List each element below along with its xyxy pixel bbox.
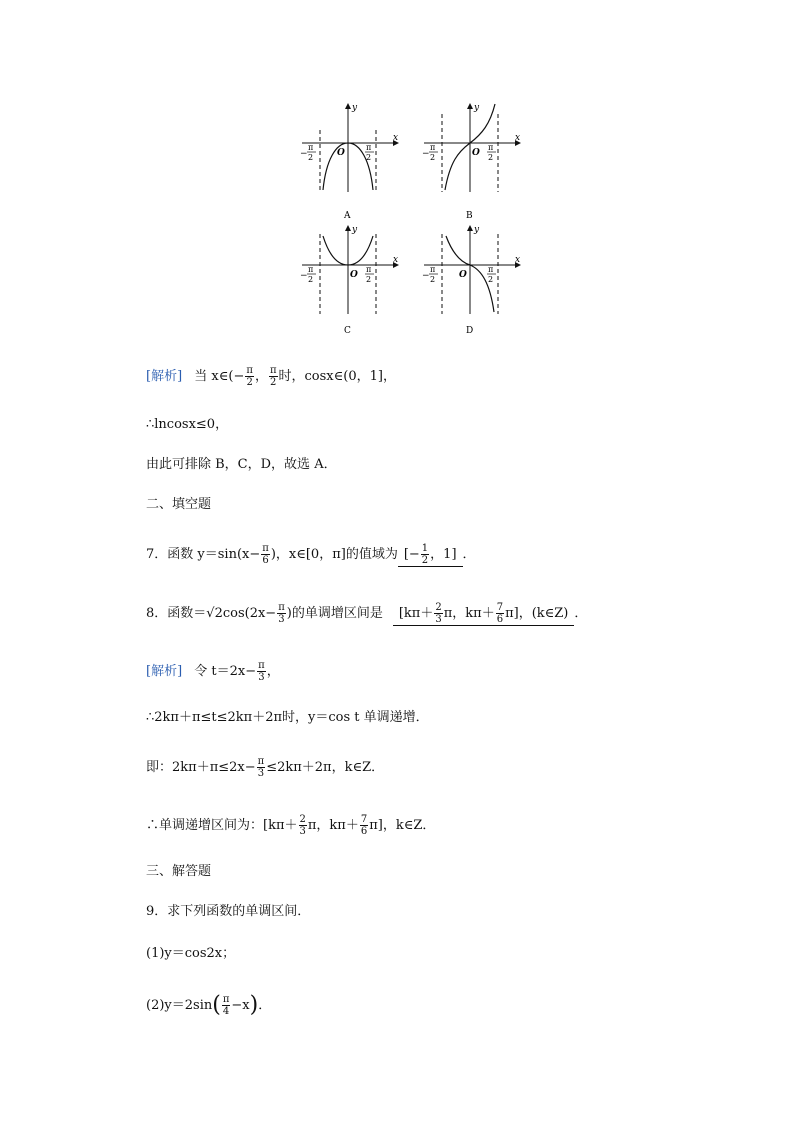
pi-label: π	[430, 265, 436, 274]
fraction: $\frac{\pi}{4}$	[222, 994, 230, 1017]
axis-label-y: y	[474, 103, 480, 113]
graph-letter: A	[344, 211, 351, 221]
pi-label: π	[366, 265, 372, 274]
fraction: $\frac{1}{2}$	[421, 543, 429, 566]
axis-label-x: x	[393, 255, 399, 265]
two-label: 2	[366, 153, 372, 162]
two-label: 2	[366, 275, 372, 284]
minus-sign: −	[422, 149, 430, 159]
section-title: 二、填空题	[146, 497, 212, 512]
axis-label-x: x	[515, 255, 521, 265]
question-9-part-1: (1)y＝cos2x；	[146, 946, 236, 961]
origin-label: O	[459, 270, 467, 280]
origin-label: O	[337, 148, 345, 158]
section-title: 三、解答题	[146, 864, 212, 879]
pi-label: π	[488, 265, 494, 274]
two-label: 2	[308, 153, 314, 162]
two-label: 2	[308, 275, 314, 284]
axis-label-x: x	[515, 133, 521, 143]
analysis-1-line-2: ∴lncosx≤0，	[146, 417, 229, 432]
graph-letter: C	[344, 326, 351, 336]
fraction: $\frac{\pi}{3}$	[257, 756, 265, 779]
minus-sign: −	[300, 149, 308, 159]
axis-label-y: y	[474, 225, 480, 235]
graph-c	[300, 225, 398, 336]
graph-b	[422, 103, 520, 221]
analysis-text: 时，cosx∈(0，1]，	[278, 369, 396, 384]
fraction: $\frac{2}{3}$	[435, 602, 442, 625]
analysis-tag: [解析]	[146, 664, 183, 679]
fraction: $\frac{\pi}{3}$	[278, 602, 285, 625]
analysis-2-line-2: ∴2kπ＋π≤t≤2kπ＋2π时，y＝cos t 单调递增．	[146, 710, 429, 725]
analysis-1-line-3: 由此可排除 B，C，D，故选 A．	[146, 457, 337, 472]
two-label: 2	[488, 275, 494, 284]
answer-blank: [− $\frac{1}{2}$ ，1]	[398, 543, 463, 567]
answer-blank: [kπ＋ $\frac{2}{3}$ π，kπ＋ $\frac{7}{6}$ π]，(k∈Z)	[393, 602, 575, 626]
two-label: 2	[430, 275, 436, 284]
fraction: $\frac{7}{6}$	[496, 602, 504, 625]
analysis-1-line-1: [解析] 当 x∈(− $\frac{\pi}{2}$ ， $\frac{\pi}{2}$ 时，cosx∈(0，1]，	[146, 365, 396, 388]
pi-label: π	[366, 143, 372, 152]
fraction: $\frac{\pi}{2}$	[246, 365, 253, 388]
minus-sign: −	[422, 271, 430, 281]
graphs-figure	[290, 100, 530, 345]
pi-label: π	[308, 143, 314, 152]
graph-a	[300, 103, 398, 221]
graph-d	[422, 225, 520, 336]
analysis-2-line-1: [解析] 令 t＝2x− $\frac{\pi}{3}$ ，	[146, 660, 280, 683]
two-label: 2	[488, 153, 494, 162]
axis-label-x: x	[393, 133, 399, 143]
fraction: $\frac{\pi}{6}$	[262, 543, 269, 566]
fraction: $\frac{7}{6}$	[360, 814, 368, 837]
question-7: 7．函数 y＝sin(x− $\frac{\pi}{6}$ )，x∈[0，π]的值域为 [− $\frac{1}{2}$ ，1] ．	[146, 543, 476, 566]
two-label: 2	[430, 153, 436, 162]
analysis-2-line-4: ∴单调递增区间为：[kπ＋ $\frac{2}{3}$ π，kπ＋ $\frac{7}{6}$ π]，k∈Z．	[146, 814, 436, 837]
minus-sign: −	[300, 271, 308, 281]
graph-letter: D	[466, 326, 474, 336]
graph-letter: B	[466, 211, 473, 221]
analysis-text: 当 x∈(−	[194, 369, 245, 384]
axis-label-y: y	[352, 225, 358, 235]
analysis-2-line-3: 即：2kπ＋π≤2x− $\frac{\pi}{3}$ ≤2kπ＋2π，k∈Z．	[146, 756, 385, 779]
axis-label-y: y	[352, 103, 358, 113]
question-8: 8．函数＝√2cos(2x− $\frac{\pi}{3}$ )的单调增区间是 [kπ＋ $\frac{2}{3}$ π，kπ＋ $\frac{7}{6}$ π]，(k∈Z) ．	[146, 602, 588, 625]
pi-label: π	[308, 265, 314, 274]
fraction: $\frac{\pi}{3}$	[258, 660, 265, 683]
fraction: $\frac{2}{3}$	[299, 814, 306, 837]
analysis-tag: [解析]	[146, 369, 183, 384]
question-9-part-2: (2)y＝2sin( $\frac{\pi}{4}$ −x)．	[146, 992, 272, 1018]
origin-label: O	[350, 270, 358, 280]
fraction: $\frac{\pi}{2}$	[269, 365, 277, 388]
pi-label: π	[430, 143, 436, 152]
origin-label: O	[472, 148, 480, 158]
question-9-title: 9．求下列函数的单调区间．	[146, 904, 311, 919]
pi-label: π	[488, 143, 494, 152]
